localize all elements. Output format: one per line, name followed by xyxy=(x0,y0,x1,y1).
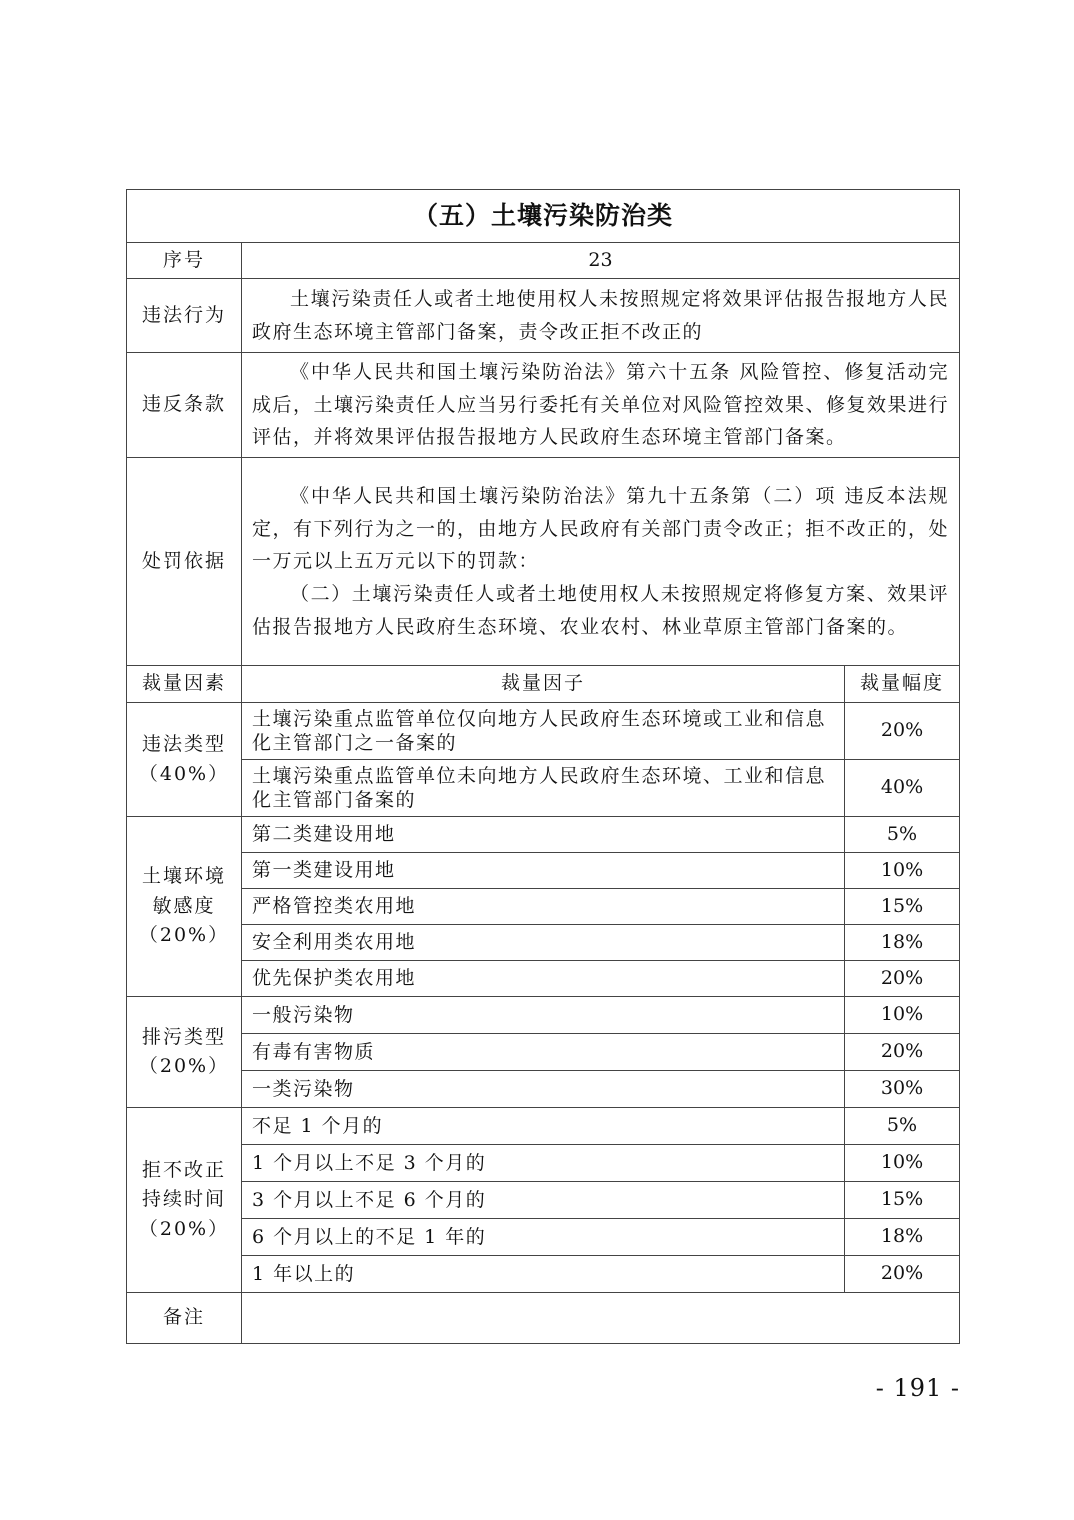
factor-text: 严格管控类农用地 xyxy=(242,889,845,925)
header-range: 裁量幅度 xyxy=(845,666,960,703)
seq-value: 23 xyxy=(242,243,960,279)
factor-text: 土壤污染重点监管单位仅向地方人民政府生态环境或工业和信息化主管部门之一备案的 xyxy=(242,703,845,760)
article-text-cell xyxy=(242,353,960,458)
factor-range: 20% xyxy=(845,703,960,760)
title-row xyxy=(127,190,960,243)
factor-row xyxy=(127,1182,960,1219)
factor-range: 20% xyxy=(845,1256,960,1293)
discretion-table xyxy=(126,189,960,1344)
factor-text: 有毒有害物质 xyxy=(242,1034,845,1071)
group-label-line: （40%） xyxy=(138,762,230,785)
remark-label: 备注 xyxy=(127,1293,242,1344)
factor-row xyxy=(127,961,960,997)
group-label-line: 敏感度 xyxy=(152,894,216,917)
factor-row xyxy=(127,1071,960,1108)
factor-row xyxy=(127,925,960,961)
factor-text: 一类污染物 xyxy=(242,1071,845,1108)
remark-value xyxy=(242,1293,960,1344)
factor-text: 6 个月以上的不足 1 年的 xyxy=(242,1219,845,1256)
basis-text-cell xyxy=(242,458,960,666)
article-text: 《中华人民共和国土壤污染防治法》第六十五条 风险管控、修复活动完成后，土壤污染责任人应当另行委托有关单位对风险管控效果、修复效果进行评估，并将效果评估报告报地方人民政府生态环境主管部门备案。 xyxy=(252,361,950,449)
group-label-line: 违法类型 xyxy=(141,733,226,756)
group-label-line: （20%） xyxy=(138,924,230,947)
group-label-line: （20%） xyxy=(138,1217,230,1240)
factor-range: 5% xyxy=(845,1108,960,1145)
factor-row xyxy=(127,1256,960,1293)
factor-row xyxy=(127,817,960,853)
factor-row xyxy=(127,703,960,760)
group-label-line: 排污类型 xyxy=(141,1025,226,1048)
seq-row xyxy=(127,243,960,279)
seq-label: 序号 xyxy=(127,243,242,279)
factor-range: 10% xyxy=(845,1145,960,1182)
factor-text: 1 个月以上不足 3 个月的 xyxy=(242,1145,845,1182)
factor-text: 安全利用类农用地 xyxy=(242,925,845,961)
factor-row xyxy=(127,889,960,925)
violation-row xyxy=(127,279,960,353)
group-label-line: 拒不改正 xyxy=(141,1158,226,1181)
factor-text: 第二类建设用地 xyxy=(242,817,845,853)
factor-range: 10% xyxy=(845,853,960,889)
factor-text: 土壤污染重点监管单位未向地方人民政府生态环境、工业和信息化主管部门备案的 xyxy=(242,760,845,817)
factor-range: 15% xyxy=(845,1182,960,1219)
factor-range: 40% xyxy=(845,760,960,817)
factor-range: 15% xyxy=(845,889,960,925)
group-label-line: （20%） xyxy=(138,1055,230,1078)
factor-text: 3 个月以上不足 6 个月的 xyxy=(242,1182,845,1219)
factor-header-row xyxy=(127,666,960,703)
group-label-soil-sensitivity xyxy=(127,817,242,997)
group-label-line: 持续时间 xyxy=(141,1188,226,1211)
violation-text: 土壤污染责任人或者土地使用权人未按照规定将效果评估报告报地方人民政府生态环境主管部门备案，责令改正拒不改正的 xyxy=(252,287,950,343)
factor-text: 不足 1 个月的 xyxy=(242,1108,845,1145)
factor-range: 20% xyxy=(845,961,960,997)
violation-text-cell xyxy=(242,279,960,353)
basis-paragraph-1: 《中华人民共和国土壤污染防治法》第九十五条第（二）项 违反本法规定，有下列行为之一的，由地方人民政府有关部门责令改正；拒不改正的，处一万元以上五万元以下的罚款： xyxy=(252,484,950,573)
header-factor-category: 裁量因素 xyxy=(127,666,242,703)
factor-text: 第一类建设用地 xyxy=(242,853,845,889)
group-label-line: 土壤环境 xyxy=(141,865,226,888)
basis-label: 处罚依据 xyxy=(127,458,242,666)
remark-row xyxy=(127,1293,960,1344)
factor-row xyxy=(127,853,960,889)
factor-row xyxy=(127,1108,960,1145)
table-title: （五）土壤污染防治类 xyxy=(127,190,960,243)
factor-row xyxy=(127,760,960,817)
factor-range: 20% xyxy=(845,1034,960,1071)
page-number: - 191 - xyxy=(875,1374,960,1402)
factor-range: 5% xyxy=(845,817,960,853)
factor-text: 优先保护类农用地 xyxy=(242,961,845,997)
factor-row xyxy=(127,1034,960,1071)
basis-row xyxy=(127,458,960,666)
group-label-refusal-duration xyxy=(127,1108,242,1293)
factor-row xyxy=(127,997,960,1034)
group-label-discharge-type xyxy=(127,997,242,1108)
factor-row xyxy=(127,1219,960,1256)
factor-range: 30% xyxy=(845,1071,960,1108)
factor-range: 10% xyxy=(845,997,960,1034)
basis-paragraph-2: （二）土壤污染责任人或者土地使用权人未按照规定将修复方案、效果评估报告报地方人民政府生态环境、农业农村、林业草原主管部门备案的。 xyxy=(252,582,950,638)
header-factor: 裁量因子 xyxy=(242,666,845,703)
violation-label: 违法行为 xyxy=(127,279,242,353)
factor-range: 18% xyxy=(845,1219,960,1256)
factor-row xyxy=(127,1145,960,1182)
group-label-violation-type xyxy=(127,703,242,817)
factor-text: 1 年以上的 xyxy=(242,1256,845,1293)
factor-range: 18% xyxy=(845,925,960,961)
article-row xyxy=(127,353,960,458)
factor-text: 一般污染物 xyxy=(242,997,845,1034)
article-label: 违反条款 xyxy=(127,353,242,458)
